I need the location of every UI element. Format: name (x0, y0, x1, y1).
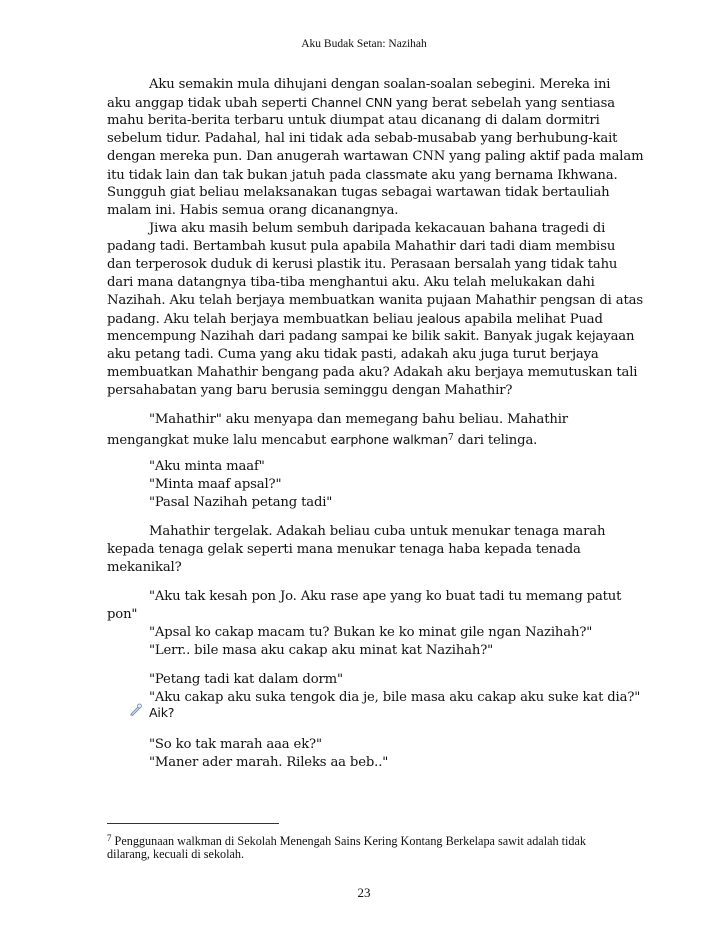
dialog1-line1: "Aku minta maaf" (149, 459, 265, 474)
para1-line1: Aku semakin mula dihujani dengan soalan-soalan sebegini. Mereka ini (149, 77, 611, 92)
para1-line3: mahu berita-berita terbaru untuk diumpat atau dicanang di dalam dormitri (107, 113, 600, 128)
para1-line2: aku anggap tidak ubah seperti Channel CNN yang berat sebelah yang sentiasa (107, 95, 615, 111)
para2-line8: aku petang tadi. Cuma yang aku tidak pasti, adakah aku juga turut berjaya (107, 347, 599, 362)
dialog4-line1: "So ko tak marah aaa ek?" (149, 737, 322, 752)
para4-line3: mekanikal? (107, 560, 182, 575)
footnote-line1: $^7$ Penggunaan walkman di Sekolah Menengah Sains Kering Kontang Berkelapa sawit adalah tidak (107, 833, 587, 848)
para1-line8: malam ini. Habis semua orang dicanangnya. (107, 203, 399, 218)
para2-line7: mencempung Nazihah dari padang sampai ke bilik sakit. Banyak jugak kejayaan (107, 329, 635, 344)
dialog3-line1: "Petang tadi kat dalam dorm" (149, 672, 343, 687)
page-number: 23 (357, 885, 371, 900)
para1-line5: dengan mereka pun. Dan anugerah wartawan CNN yang paling aktif pada malam (107, 149, 644, 164)
dialog2-line1: "Aku tak kesah pon Jo. Aku rase ape yang ko buat tadi tu memang patut (149, 589, 622, 604)
term-classmate: classmate (365, 167, 428, 182)
dialog4-line2: "Maner ader marah. Rileks aa beb.." (149, 755, 389, 770)
dialog2-line2: pon" (107, 607, 138, 622)
running-header: Aku Budak Setan: Nazihah (301, 38, 427, 50)
thinking-icon (128, 703, 142, 717)
para3-line1: "Mahathir" aku menyapa dan memegang bahu beliau. Mahathir (149, 412, 568, 427)
term-earphone-walkman: earphone walkman (330, 432, 448, 447)
dialog2-line3: "Apsal ko cakap macam tu? Bukan ke ko minat gile ngan Nazihah?" (149, 625, 593, 640)
thought-text: Aik? (149, 705, 175, 720)
dialog3-line2: "Aku cakap aku suka tengok dia je, bile masa aku cakap aku suke kat dia?" (149, 690, 641, 705)
para4-line2: kepada tenaga gelak seperti mana menukar tenaga haba kepada tenada (107, 542, 581, 557)
dialog1-line2: "Minta maaf apsal?" (149, 477, 282, 492)
para1-line4: sebelum tidur. Padahal, hal ini tidak ada sebab-musabab yang berhubung-kait (107, 131, 618, 146)
dialog1-line3: "Pasal Nazihah petang tadi" (149, 495, 333, 510)
para4-line1: Mahathir tergelak. Adakah beliau cuba untuk menukar tenaga marah (149, 524, 606, 539)
para2-line1: Jiwa aku masih belum sembuh daripada kekacauan bahana tragedi di (149, 221, 606, 236)
para2-line5: Nazihah. Aku telah berjaya membuatkan wanita pujaan Mahathir pengsan di atas (107, 293, 643, 308)
footnote-ref[interactable]: 7 (447, 433, 454, 443)
term-jealous: jealous (417, 311, 461, 326)
para1-line6: itu tidak lain dan tak bukan jatuh pada classmate aku yang bernama Ikhwana. (107, 167, 618, 183)
footnote-mark: 7 (107, 833, 112, 843)
para3-line2: mengangkat muke lalu mencabut earphone walkman$^7$ dari telinga. (107, 432, 538, 448)
footnote-line2: dilarang, kecuali di sekolah. (107, 847, 245, 861)
para2-line10: persahabatan yang baru berusia seminggu dengan Mahathir? (107, 383, 513, 398)
para2-line9: membuatkan Mahathir bengang pada aku? Adakah aku berjaya memutuskan tali (107, 365, 638, 380)
dialog2-line4: "Lerr.. bile masa aku cakap aku minat kat Nazihah?" (149, 643, 494, 658)
term-channel-cnn: Channel CNN (311, 95, 393, 110)
footnote-separator (107, 823, 279, 824)
para1-line7: Sungguh giat beliau melaksanakan tugas sebagai wartawan tidak bertauliah (107, 185, 610, 200)
para2-line3: dan terperosok duduk di kerusi plastik itu. Perasaan bersalah yang tidak tahu (107, 257, 618, 272)
para2-line6: padang. Aku telah berjaya membuatkan beliau jealous apabila melihat Puad (107, 311, 603, 327)
para2-line4: dari mana datangnya tiba-tiba menghantui aku. Aku telah melukakan dahi (107, 275, 595, 290)
para2-line2: padang tadi. Bertambah kusut pula apabila Mahathir dari tadi diam membisu (107, 239, 616, 254)
